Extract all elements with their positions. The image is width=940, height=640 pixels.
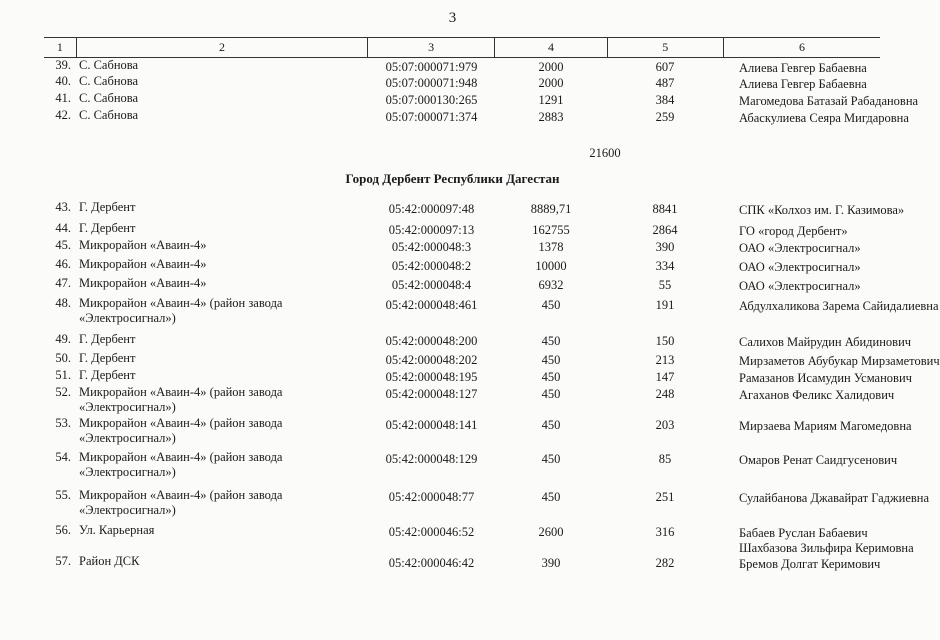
header-col-5: 5 [608,38,724,57]
row-owner: Салихов Майрудин Абидинович [739,335,912,349]
row-value: 334 [655,259,675,273]
row-area: 450 [541,334,561,348]
row-number: 54. [55,450,71,464]
row-number: 45. [55,238,71,252]
row-number: 57. [55,554,71,568]
row-area: 450 [541,452,561,466]
row-area: 162755 [532,223,570,237]
row-cadastre: 05:42:000048:127 [385,387,478,401]
row-number: 42. [55,108,71,122]
row-address: Микрорайон «Аваин-4» (район завода «Электросигнал») [79,296,283,325]
row-owner: ОАО «Электросигнал» [739,260,861,274]
row-owner: Алиева Гевгер Бабаевна [739,77,867,91]
table-row [44,488,930,523]
row-cadastre: 05:42:000097:48 [388,202,475,216]
row-owner: Бремов Долгат Керимович [739,557,881,571]
row-address: Район ДСК [79,554,140,568]
row-number: 50. [55,351,71,365]
row-number: 44. [55,221,71,235]
row-cadastre: 05:42:000048:200 [385,334,478,348]
table-section-sabnova [44,58,919,125]
row-value: 150 [655,334,675,348]
row-address: Г. Дербент [79,221,136,235]
row-number: 41. [55,91,71,105]
table-row [44,257,880,276]
row-owner: Сулайбанова Джавайрат Гаджиевна [739,491,930,505]
row-cadastre: 05:07:000071:374 [385,110,478,124]
row-number: 52. [55,385,71,399]
row-owner: Абдулхаликова Зарема Сайидалиевна [739,299,939,313]
table-header [44,37,880,58]
header-col-6: 6 [798,40,805,54]
row-owner: Бабаев Руслан Бабаевич Шахбазова Зильфира Керимовна [739,526,914,555]
row-value: 55 [658,278,672,292]
row-number: 48. [55,296,71,310]
row-number: 46. [55,257,71,271]
header-col-1: 1 [44,38,77,57]
section-title: Город Дербент Республики Дагестан [345,171,560,186]
row-owner: ГО «город Дербент» [739,224,848,238]
row-value: 8841 [652,202,678,216]
row-area: 6932 [538,278,564,292]
table-row [44,74,880,91]
row-owner: ОАО «Электросигнал» [739,279,861,293]
row-value: 213 [655,353,675,367]
row-area: 450 [541,418,561,432]
row-area: 10000 [535,259,567,273]
row-number: 51. [55,368,71,382]
table-row [44,296,939,332]
row-address: Микрорайон «Аваин-4» (район завода «Электросигнал») [79,488,283,517]
row-address: Г. Дербент [79,332,136,346]
row-area: 390 [541,556,561,570]
table-section-derbent [44,200,940,578]
row-owner: СПК «Колхоз им. Г. Казимова» [739,203,905,217]
row-value: 390 [655,240,675,254]
table-row [44,523,914,555]
row-address: Г. Дербент [79,351,136,365]
row-value: 487 [655,76,675,90]
row-area: 1378 [538,240,564,254]
row-cadastre: 05:42:000048:77 [388,490,475,504]
table-row [44,58,880,74]
row-area: 450 [541,387,561,401]
row-address: Микрорайон «Аваин-4» [79,238,207,252]
row-address: Г. Дербент [79,368,136,382]
row-owner: Мирзаева Мариям Магомедовна [739,419,912,433]
row-cadastre: 05:42:000048:4 [391,278,472,292]
row-area: 1291 [538,93,564,107]
row-number: 47. [55,276,71,290]
header-col-3: 3 [368,38,495,57]
row-value: 2864 [652,223,678,237]
row-address: Ул. Карьерная [79,523,155,537]
row-address: С. Сабнова [79,58,139,72]
row-value: 85 [658,452,672,466]
row-number: 39. [55,58,71,72]
row-number: 53. [55,416,71,430]
table-row [44,416,912,450]
table-row [44,108,909,125]
row-owner: ОАО «Электросигнал» [739,241,861,255]
row-value: 147 [655,370,675,384]
row-area: 450 [541,370,561,384]
row-value: 248 [655,387,675,401]
row-number: 43. [55,200,71,214]
row-cadastre: 05:07:000071:948 [385,76,478,90]
row-address: Микрорайон «Аваин-4» (район завода «Электросигнал») [79,450,283,479]
table-row [44,450,898,488]
row-cadastre: 05:42:000048:461 [385,298,478,312]
row-owner: Мирзаметов Абубукар Мирзаметович [739,354,940,368]
row-address: Г. Дербент [79,200,136,214]
row-value: 203 [655,418,675,432]
row-number: 40. [55,74,71,88]
header-col-4: 4 [495,38,607,57]
row-value: 607 [655,60,675,74]
row-cadastre: 05:42:000048:202 [385,353,478,367]
row-address: С. Сабнова [79,108,139,122]
row-cadastre: 05:42:000048:2 [391,259,472,273]
row-cadastre: 05:42:000048:129 [385,452,478,466]
table-row [44,276,880,296]
row-area: 450 [541,298,561,312]
table-row [44,351,940,368]
row-cadastre: 05:42:000048:195 [385,370,478,384]
row-cadastre: 05:07:000130:265 [385,93,478,107]
row-owner: Агаханов Феликс Халидович [739,388,895,402]
row-cadastre: 05:42:000097:13 [388,223,475,237]
row-area: 450 [541,490,561,504]
subtotal: 21600 [589,146,621,160]
row-owner: Абаскулиева Сеяра Мигдаровна [739,111,909,125]
row-value: 259 [655,110,675,124]
row-address: Микрорайон «Аваин-4» [79,276,207,290]
row-address: С. Сабнова [79,74,139,88]
table-row [44,332,912,351]
table-row [44,91,919,108]
row-address: Микрорайон «Аваин-4» (район завода «Электросигнал») [79,385,283,414]
row-cadastre: 05:42:000046:52 [388,525,475,539]
row-address: Микрорайон «Аваин-4» (район завода «Электросигнал») [79,416,283,445]
row-number: 55. [55,488,71,502]
header-col-2: 2 [77,38,368,57]
row-area: 2600 [538,525,564,539]
row-number: 56. [55,523,71,537]
row-area: 2883 [538,110,564,124]
row-area: 2000 [538,60,564,74]
table-row [44,385,895,416]
row-number: 49. [55,332,71,346]
row-cadastre: 05:07:000071:979 [385,60,478,74]
row-area: 2000 [538,76,564,90]
row-area: 8889,71 [530,202,572,216]
table-row [44,238,880,257]
row-value: 316 [655,525,675,539]
row-owner: Магомедова Батазай Рабадановна [739,94,919,108]
row-cadastre: 05:42:000046:42 [388,556,475,570]
row-area: 450 [541,353,561,367]
row-value: 251 [655,490,675,504]
row-cadastre: 05:42:000048:3 [391,240,472,254]
table-row [44,554,880,578]
row-cadastre: 05:42:000048:141 [385,418,478,432]
table-row [44,221,880,238]
row-owner: Омаров Ренат Саидгусенович [739,453,898,467]
row-owner: Рамазанов Исамудин Усманович [739,371,912,385]
row-value: 384 [655,93,675,107]
row-owner: Алиева Гевгер Бабаевна [739,61,867,75]
table-row [44,200,905,221]
row-value: 191 [655,298,675,312]
table-row [44,368,912,385]
page-number: 3 [448,10,457,26]
row-address: С. Сабнова [79,91,139,105]
row-value: 282 [655,556,675,570]
row-address: Микрорайон «Аваин-4» [79,257,207,271]
